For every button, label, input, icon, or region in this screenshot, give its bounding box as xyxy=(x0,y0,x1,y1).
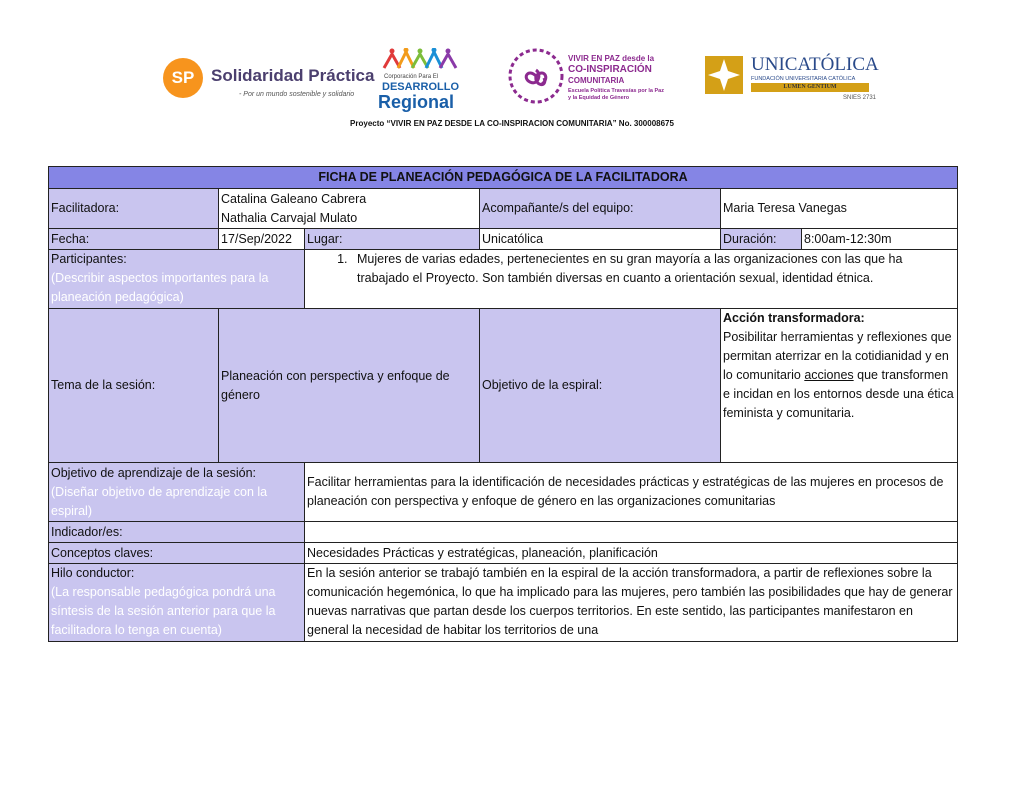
objetivo-aprendizaje-value: Facilitar herramientas para la identificación de necesidades prácticas y estratégicas de las mujeres en procesos de planeación con perspectiva y enfoque de género en las organizaciones comunitarias xyxy=(305,463,958,522)
vivir-en-paz-logo xyxy=(508,48,673,112)
participantes-label-cell xyxy=(49,250,305,309)
hilo-row xyxy=(49,564,958,642)
triskelion-spiral-icon xyxy=(508,48,564,104)
cdr-line3: Regional xyxy=(378,92,455,112)
objetivo-aprendizaje-hint: (Diseñar objetivo de aprendizaje con la espiral) xyxy=(51,484,268,518)
participantes-hint: (Describir aspectos importantes para la planeación pedagógica) xyxy=(51,271,269,304)
objetivo-aprendizaje-label: Objetivo de aprendizaje de la sesión: xyxy=(51,465,256,480)
tema-value: Planeación con perspectiva y enfoque de género xyxy=(219,309,480,463)
hilo-label-cell xyxy=(49,564,305,642)
indicador-row xyxy=(49,522,958,543)
star-emblem-icon xyxy=(703,54,745,96)
planning-form-table xyxy=(48,166,958,642)
sp-circle-icon: SP xyxy=(163,58,203,98)
vivir-line3: COMUNITARIA xyxy=(568,76,625,85)
vivir-line1: VIVIR EN PAZ desde la xyxy=(568,54,655,63)
sp-tagline: - Por un mundo sostenible y solidario xyxy=(239,91,355,98)
vivir-line2: CO-INSPIRACIÓN xyxy=(568,64,652,75)
lugar-value: Unicatólica xyxy=(480,229,721,250)
vivir-line4: Escuela Política Travesías por la Paz y la Equidad de Género xyxy=(568,88,664,101)
list-item: 1. Mujeres de varias edades, pertenecientes en su gran mayoría a las organizaciones con las que ha trabajado el Proyecto. Son también diversas en cuanto a orientación sexual, identidad étnica. xyxy=(351,250,955,288)
solidaridad-practica-logo xyxy=(163,58,375,100)
unicat-name: UNICATÓLICA xyxy=(751,54,879,75)
conceptos-value: Necesidades Prácticas y estratégicas, planeación, planificación xyxy=(305,543,958,564)
facilitadora-value xyxy=(219,189,480,229)
participantes-value xyxy=(305,250,958,309)
fecha-label: Fecha: xyxy=(49,229,219,250)
accion-text-underlined: acciones xyxy=(804,368,854,382)
cdr-line1: Corporación Para El xyxy=(384,74,439,80)
acompanante-value: Maria Teresa Vanegas xyxy=(721,189,958,229)
accion-text-1: Posibilitar herramientas y reflexiones que permitan aterrizar en la cotidianidad y en lo comunitario xyxy=(723,330,952,382)
duracion-value: 8:00am-12:30m xyxy=(802,229,958,250)
indicador-value xyxy=(305,522,958,543)
lugar-label: Lugar: xyxy=(305,229,480,250)
header-logos xyxy=(0,44,1024,114)
objetivo-aprendizaje-label-cell xyxy=(49,463,305,522)
participantes-list xyxy=(307,250,955,288)
objetivo-aprendizaje-row xyxy=(49,463,958,522)
participantes-row xyxy=(49,250,958,309)
unicatolica-logo xyxy=(703,52,879,110)
form-title: FICHA DE PLANEACIÓN PEDAGÓGICA DE LA FACILITADORA xyxy=(49,167,958,189)
tema-row xyxy=(49,309,958,463)
sp-name: Solidaridad Práctica xyxy=(211,66,375,85)
indicador-label: Indicador/es: xyxy=(49,522,305,543)
unicat-motto: LUMEN GENTIUM xyxy=(751,83,869,92)
unicat-code: SNIES 2731 xyxy=(843,95,877,101)
project-title: Proyecto “VIVIR EN PAZ DESDE LA CO-INSPIRACION COMUNITARIA” No. 300008675 xyxy=(350,119,674,128)
people-figures-icon xyxy=(382,48,466,72)
unicat-line2: FUNDACIÓN UNIVERSITARIA CATÓLICA xyxy=(751,76,856,82)
fecha-row xyxy=(49,229,958,250)
tema-label: Tema de la sesión: xyxy=(49,309,219,463)
hilo-label: Hilo conductor: xyxy=(51,566,135,580)
accion-text-2: que transformen e incidan en los entornos desde una ética feminista y comunitaria. xyxy=(723,368,954,420)
facilitadora-label: Facilitadora: xyxy=(49,189,219,229)
corporacion-desarrollo-regional-logo xyxy=(376,48,472,112)
duracion-label: Duración: xyxy=(721,229,802,250)
acompanante-label: Acompañante/s del equipo: xyxy=(480,189,721,229)
participantes-label: Participantes: xyxy=(51,252,127,266)
facilitadora-name-1: Catalina Galeano Cabrera xyxy=(221,191,367,206)
cdr-line2: DESARROLLO xyxy=(382,81,459,93)
hilo-value: En la sesión anterior se trabajó también en la espiral de la acción transformadora, a partir de reflexiones sobre la comunicación hegemónica, lo que ha implicado para las mujeres, pero también las posibilidades que hay de generar nuevas narrativas que partan desde los cuerpos territorios. En este sentido, las participantes manifestaron en general la necesidad de habitar los territorios de una xyxy=(305,564,958,642)
accion-title: Acción transformadora: xyxy=(723,311,865,325)
table-header-row xyxy=(49,167,958,189)
fecha-value: 17/Sep/2022 xyxy=(219,229,305,250)
facilitadora-row xyxy=(49,189,958,229)
facilitadora-name-2: Nathalia Carvajal Mulato xyxy=(221,210,358,225)
objetivo-espiral-label: Objetivo de la espiral: xyxy=(480,309,721,463)
conceptos-label: Conceptos claves: xyxy=(49,543,305,564)
conceptos-row xyxy=(49,543,958,564)
hilo-hint: (La responsable pedagógica pondrá una síntesis de la sesión anterior para que la facilitadora lo tenga en cuenta) xyxy=(51,585,276,637)
accion-transformadora-cell xyxy=(721,309,958,463)
